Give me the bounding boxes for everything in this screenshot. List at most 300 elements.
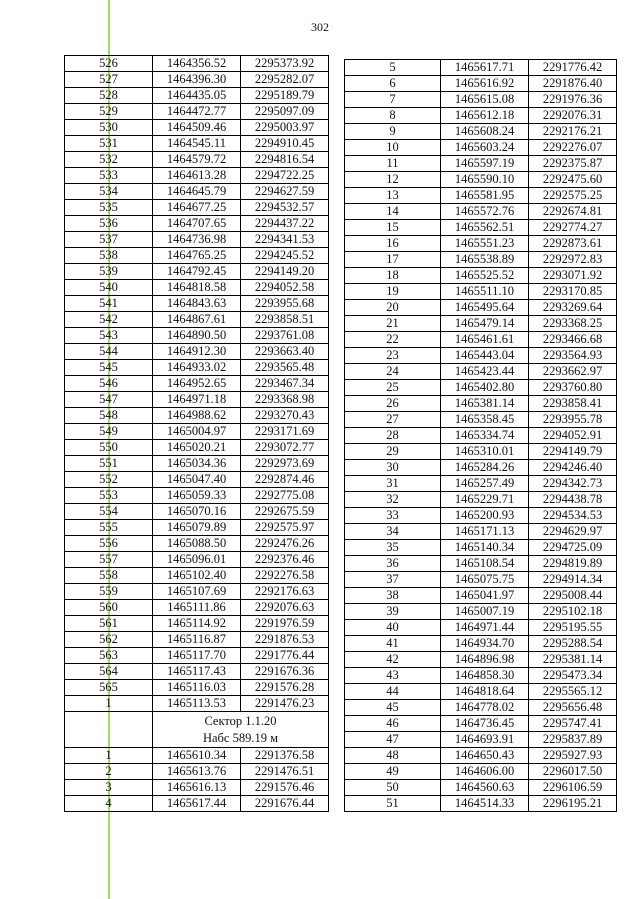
x-coordinate-cell: 1465041.97 [441,588,529,604]
table-row [345,764,617,780]
x-coordinate-cell: 1464952.65 [153,376,241,392]
point-number-cell: 556 [65,536,153,552]
point-number-cell: 18 [345,268,441,284]
y-coordinate-cell: 2292376.46 [241,552,329,568]
x-coordinate-cell: 1464606.00 [441,764,529,780]
point-number-cell: 551 [65,456,153,472]
y-coordinate-cell: 2291676.36 [241,664,329,680]
y-coordinate-cell: 2294534.53 [529,508,617,524]
y-coordinate-cell: 2295565.12 [529,684,617,700]
point-number-cell: 47 [345,732,441,748]
point-number-cell: 49 [345,764,441,780]
x-coordinate-cell: 1465102.40 [153,568,241,584]
y-coordinate-cell: 2294725.09 [529,540,617,556]
y-coordinate-cell: 2292775.08 [241,488,329,504]
y-coordinate-cell: 2295008.44 [529,588,617,604]
table-row [345,684,617,700]
point-number-cell: 22 [345,332,441,348]
point-number-cell: 33 [345,508,441,524]
table-row [65,748,329,764]
point-number-cell: 11 [345,156,441,172]
x-coordinate-cell: 1465113.53 [153,696,241,712]
x-coordinate-cell: 1464818.58 [153,280,241,296]
point-number-cell: 554 [65,504,153,520]
sector-length: Набс 589.19 м [202,731,279,745]
table-row [65,168,329,184]
x-coordinate-cell: 1464579.72 [153,152,241,168]
point-number-cell: 538 [65,248,153,264]
y-coordinate-cell: 2294149.79 [529,444,617,460]
x-coordinate-cell: 1465612.18 [441,108,529,124]
point-number-cell: 45 [345,700,441,716]
table-row [345,300,617,316]
y-coordinate-cell: 2293662.97 [529,364,617,380]
point-number-cell: 24 [345,364,441,380]
x-coordinate-cell: 1464545.11 [153,136,241,152]
point-number-cell: 527 [65,72,153,88]
table-row [65,616,329,632]
y-coordinate-cell: 2294910.45 [241,136,329,152]
table-row [65,568,329,584]
point-number-cell: 537 [65,232,153,248]
table-row [65,392,329,408]
table-row [345,268,617,284]
y-coordinate-cell: 2291976.36 [529,92,617,108]
table-row [345,156,617,172]
x-coordinate-cell: 1465617.44 [153,796,241,812]
y-coordinate-cell: 2294816.54 [241,152,329,168]
point-number-cell: 10 [345,140,441,156]
table-row [65,296,329,312]
table-row [345,572,617,588]
point-number-cell: 547 [65,392,153,408]
x-coordinate-cell: 1464934.70 [441,636,529,652]
y-coordinate-cell: 2293955.68 [241,296,329,312]
y-coordinate-cell: 2292874.46 [241,472,329,488]
point-number-cell: 534 [65,184,153,200]
table-row [345,92,617,108]
y-coordinate-cell: 2292475.60 [529,172,617,188]
point-number-cell: 563 [65,648,153,664]
point-number-cell: 3 [65,780,153,796]
x-coordinate-cell: 1465229.71 [441,492,529,508]
y-coordinate-cell: 2292675.59 [241,504,329,520]
table-row [345,60,617,76]
point-number-cell: 541 [65,296,153,312]
point-number-cell: 552 [65,472,153,488]
x-coordinate-cell: 1465079.89 [153,520,241,536]
y-coordinate-cell: 2295189.79 [241,88,329,104]
x-coordinate-cell: 1464765.25 [153,248,241,264]
x-coordinate-cell: 1465004.97 [153,424,241,440]
y-coordinate-cell: 2295003.97 [241,120,329,136]
table-row [65,648,329,664]
point-number-cell: 544 [65,344,153,360]
point-number-cell: 558 [65,568,153,584]
point-number-cell: 50 [345,780,441,796]
table-row [65,312,329,328]
y-coordinate-cell: 2292076.63 [241,600,329,616]
point-number-cell: 15 [345,220,441,236]
point-number-cell: 43 [345,668,441,684]
point-number-cell: 31 [345,476,441,492]
y-coordinate-cell: 2292375.87 [529,156,617,172]
point-number-cell: 531 [65,136,153,152]
table-row [345,380,617,396]
y-coordinate-cell: 2295097.09 [241,104,329,120]
x-coordinate-cell: 1464514.33 [441,796,529,812]
point-number-cell: 34 [345,524,441,540]
point-number-cell: 30 [345,460,441,476]
x-coordinate-cell: 1465511.10 [441,284,529,300]
table-row [345,668,617,684]
table-row [65,680,329,696]
table-row [65,136,329,152]
y-coordinate-cell: 2294342.73 [529,476,617,492]
y-coordinate-cell: 2294052.58 [241,280,329,296]
x-coordinate-cell: 1465551.23 [441,236,529,252]
x-coordinate-cell: 1464645.79 [153,184,241,200]
point-number-cell: 1 [65,696,153,712]
y-coordinate-cell: 2293269.64 [529,300,617,316]
x-coordinate-cell: 1465381.14 [441,396,529,412]
y-coordinate-cell: 2291476.51 [241,764,329,780]
table-row [65,328,329,344]
x-coordinate-cell: 1464613.28 [153,168,241,184]
x-coordinate-cell: 1464472.77 [153,104,241,120]
y-coordinate-cell: 2294052.91 [529,428,617,444]
point-number-cell: 8 [345,108,441,124]
x-coordinate-cell: 1464707.65 [153,216,241,232]
y-coordinate-cell: 2291676.44 [241,796,329,812]
table-row [65,88,329,104]
table-row [65,344,329,360]
y-coordinate-cell: 2293071.92 [529,268,617,284]
table-row [65,632,329,648]
y-coordinate-cell: 2293170.85 [529,284,617,300]
x-coordinate-cell: 1465615.08 [441,92,529,108]
page-number: 302 [311,20,329,34]
x-coordinate-cell: 1465107.69 [153,584,241,600]
table-row [65,764,329,780]
table-row [65,424,329,440]
table-row [345,636,617,652]
x-coordinate-cell: 1465116.87 [153,632,241,648]
x-coordinate-cell: 1465116.03 [153,680,241,696]
x-coordinate-cell: 1465562.51 [441,220,529,236]
table-row [65,376,329,392]
x-coordinate-cell: 1465590.10 [441,172,529,188]
point-number-cell: 546 [65,376,153,392]
x-coordinate-cell: 1465613.76 [153,764,241,780]
point-number-cell: 48 [345,748,441,764]
y-coordinate-cell: 2292774.27 [529,220,617,236]
y-coordinate-cell: 2295473.34 [529,668,617,684]
x-coordinate-cell: 1465358.45 [441,412,529,428]
y-coordinate-cell: 2293368.98 [241,392,329,408]
y-coordinate-cell: 2293955.78 [529,412,617,428]
x-coordinate-cell: 1465538.89 [441,252,529,268]
table-row [65,796,329,812]
point-number-cell: 2 [65,764,153,780]
y-coordinate-cell: 2295747.41 [529,716,617,732]
y-coordinate-cell: 2292276.07 [529,140,617,156]
point-number-cell: 40 [345,620,441,636]
point-number-cell: 14 [345,204,441,220]
table-row [65,248,329,264]
point-number-cell: 539 [65,264,153,280]
table-row [65,104,329,120]
point-number-cell: 44 [345,684,441,700]
table-row [345,140,617,156]
sector-heading [153,712,329,748]
point-number-cell: 32 [345,492,441,508]
x-coordinate-cell: 1465111.86 [153,600,241,616]
table-row [65,184,329,200]
y-coordinate-cell: 2291976.59 [241,616,329,632]
x-coordinate-cell: 1464988.62 [153,408,241,424]
x-coordinate-cell: 1464778.02 [441,700,529,716]
y-coordinate-cell: 2293761.08 [241,328,329,344]
x-coordinate-cell: 1465171.13 [441,524,529,540]
x-coordinate-cell: 1465200.93 [441,508,529,524]
table-row [345,348,617,364]
y-coordinate-cell: 2294246.40 [529,460,617,476]
x-coordinate-cell: 1464693.91 [441,732,529,748]
y-coordinate-cell: 2294914.34 [529,572,617,588]
table-row [345,748,617,764]
table-row [65,200,329,216]
x-coordinate-cell: 1464890.50 [153,328,241,344]
y-coordinate-cell: 2293072.77 [241,440,329,456]
y-coordinate-cell: 2291576.28 [241,680,329,696]
point-number-cell: 39 [345,604,441,620]
y-coordinate-cell: 2291876.53 [241,632,329,648]
table-row [345,204,617,220]
x-coordinate-cell: 1464736.45 [441,716,529,732]
point-number-cell: 16 [345,236,441,252]
table-row [345,652,617,668]
x-coordinate-cell: 1465059.33 [153,488,241,504]
table-row [345,428,617,444]
x-coordinate-cell: 1464435.05 [153,88,241,104]
x-coordinate-cell: 1465070.16 [153,504,241,520]
point-number-cell: 1 [65,748,153,764]
x-coordinate-cell: 1464792.45 [153,264,241,280]
table-row [65,600,329,616]
y-coordinate-cell: 2295288.54 [529,636,617,652]
point-number-cell: 543 [65,328,153,344]
table-row [65,264,329,280]
table-row [345,540,617,556]
x-coordinate-cell: 1465088.50 [153,536,241,552]
table-row [65,520,329,536]
table-row [65,72,329,88]
point-number-cell: 27 [345,412,441,428]
x-coordinate-cell: 1464396.30 [153,72,241,88]
y-coordinate-cell: 2291776.44 [241,648,329,664]
point-number-cell: 545 [65,360,153,376]
table-row [65,504,329,520]
y-coordinate-cell: 2296195.21 [529,796,617,812]
point-number-cell: 536 [65,216,153,232]
x-coordinate-cell: 1465034.36 [153,456,241,472]
point-number-cell: 21 [345,316,441,332]
point-number-cell: 41 [345,636,441,652]
x-coordinate-cell: 1465617.71 [441,60,529,76]
empty-cell [65,712,153,748]
point-number-cell: 20 [345,300,441,316]
x-coordinate-cell: 1465423.44 [441,364,529,380]
y-coordinate-cell: 2291576.46 [241,780,329,796]
table-row [65,280,329,296]
y-coordinate-cell: 2294437.22 [241,216,329,232]
point-number-cell: 17 [345,252,441,268]
point-number-cell: 542 [65,312,153,328]
table-row [65,360,329,376]
y-coordinate-cell: 2292973.69 [241,456,329,472]
y-coordinate-cell: 2292674.81 [529,204,617,220]
x-coordinate-cell: 1465257.49 [441,476,529,492]
point-number-cell: 533 [65,168,153,184]
x-coordinate-cell: 1464560.63 [441,780,529,796]
x-coordinate-cell: 1465140.34 [441,540,529,556]
table-row [345,396,617,412]
x-coordinate-cell: 1465310.01 [441,444,529,460]
table-row [65,120,329,136]
sector-heading-row [65,712,329,748]
point-number-cell: 13 [345,188,441,204]
table-row [65,664,329,680]
point-number-cell: 38 [345,588,441,604]
y-coordinate-cell: 2291776.42 [529,60,617,76]
table-row [345,716,617,732]
table-row [65,584,329,600]
point-number-cell: 7 [345,92,441,108]
sector-title: Сектор 1.1.20 [204,714,277,728]
point-number-cell: 5 [345,60,441,76]
table-row [65,536,329,552]
x-coordinate-cell: 1465479.14 [441,316,529,332]
table-row [345,332,617,348]
y-coordinate-cell: 2293270.43 [241,408,329,424]
table-row [65,232,329,248]
x-coordinate-cell: 1465020.21 [153,440,241,456]
x-coordinate-cell: 1465108.54 [441,556,529,572]
x-coordinate-cell: 1464971.18 [153,392,241,408]
y-coordinate-cell: 2291476.23 [241,696,329,712]
point-number-cell: 565 [65,680,153,696]
table-row [345,316,617,332]
table-row [65,488,329,504]
point-number-cell: 561 [65,616,153,632]
x-coordinate-cell: 1465572.76 [441,204,529,220]
point-number-cell: 530 [65,120,153,136]
y-coordinate-cell: 2294627.59 [241,184,329,200]
y-coordinate-cell: 2293564.93 [529,348,617,364]
x-coordinate-cell: 1465581.95 [441,188,529,204]
table-row [345,236,617,252]
y-coordinate-cell: 2293663.40 [241,344,329,360]
point-number-cell: 36 [345,556,441,572]
table-row [345,460,617,476]
point-number-cell: 35 [345,540,441,556]
point-number-cell: 9 [345,124,441,140]
table-row [345,588,617,604]
x-coordinate-cell: 1464896.98 [441,652,529,668]
x-coordinate-cell: 1465117.43 [153,664,241,680]
y-coordinate-cell: 2292972.83 [529,252,617,268]
point-number-cell: 529 [65,104,153,120]
table-row [65,216,329,232]
y-coordinate-cell: 2295381.14 [529,652,617,668]
x-coordinate-cell: 1465114.92 [153,616,241,632]
x-coordinate-cell: 1465597.19 [441,156,529,172]
table-row [345,796,617,812]
y-coordinate-cell: 2293858.41 [529,396,617,412]
table-row [345,172,617,188]
x-coordinate-cell: 1465603.24 [441,140,529,156]
y-coordinate-cell: 2293760.80 [529,380,617,396]
point-number-cell: 535 [65,200,153,216]
table-row [345,476,617,492]
y-coordinate-cell: 2292575.97 [241,520,329,536]
y-coordinate-cell: 2292575.25 [529,188,617,204]
table-row [345,188,617,204]
point-number-cell: 553 [65,488,153,504]
table-row [65,552,329,568]
y-coordinate-cell: 2292873.61 [529,236,617,252]
table-row [345,620,617,636]
x-coordinate-cell: 1465608.24 [441,124,529,140]
x-coordinate-cell: 1464509.46 [153,120,241,136]
table-row [345,732,617,748]
point-number-cell: 549 [65,424,153,440]
table-row [65,696,329,712]
table-row [345,700,617,716]
table-row [65,408,329,424]
y-coordinate-cell: 2295195.55 [529,620,617,636]
table-row [345,444,617,460]
x-coordinate-cell: 1464933.02 [153,360,241,376]
x-coordinate-cell: 1464912.30 [153,344,241,360]
point-number-cell: 548 [65,408,153,424]
x-coordinate-cell: 1464356.52 [153,56,241,72]
y-coordinate-cell: 2294341.53 [241,232,329,248]
x-coordinate-cell: 1465047.40 [153,472,241,488]
x-coordinate-cell: 1465117.70 [153,648,241,664]
point-number-cell: 6 [345,76,441,92]
y-coordinate-cell: 2293368.25 [529,316,617,332]
y-coordinate-cell: 2292176.63 [241,584,329,600]
point-number-cell: 555 [65,520,153,536]
x-coordinate-cell: 1465616.13 [153,780,241,796]
y-coordinate-cell: 2294722.25 [241,168,329,184]
point-number-cell: 526 [65,56,153,72]
x-coordinate-cell: 1465495.64 [441,300,529,316]
table-row [345,364,617,380]
y-coordinate-cell: 2293467.34 [241,376,329,392]
y-coordinate-cell: 2293565.48 [241,360,329,376]
point-number-cell: 564 [65,664,153,680]
x-coordinate-cell: 1465443.04 [441,348,529,364]
table-row [345,220,617,236]
point-number-cell: 26 [345,396,441,412]
x-coordinate-cell: 1465461.61 [441,332,529,348]
x-coordinate-cell: 1465007.19 [441,604,529,620]
point-number-cell: 23 [345,348,441,364]
x-coordinate-cell: 1464818.64 [441,684,529,700]
